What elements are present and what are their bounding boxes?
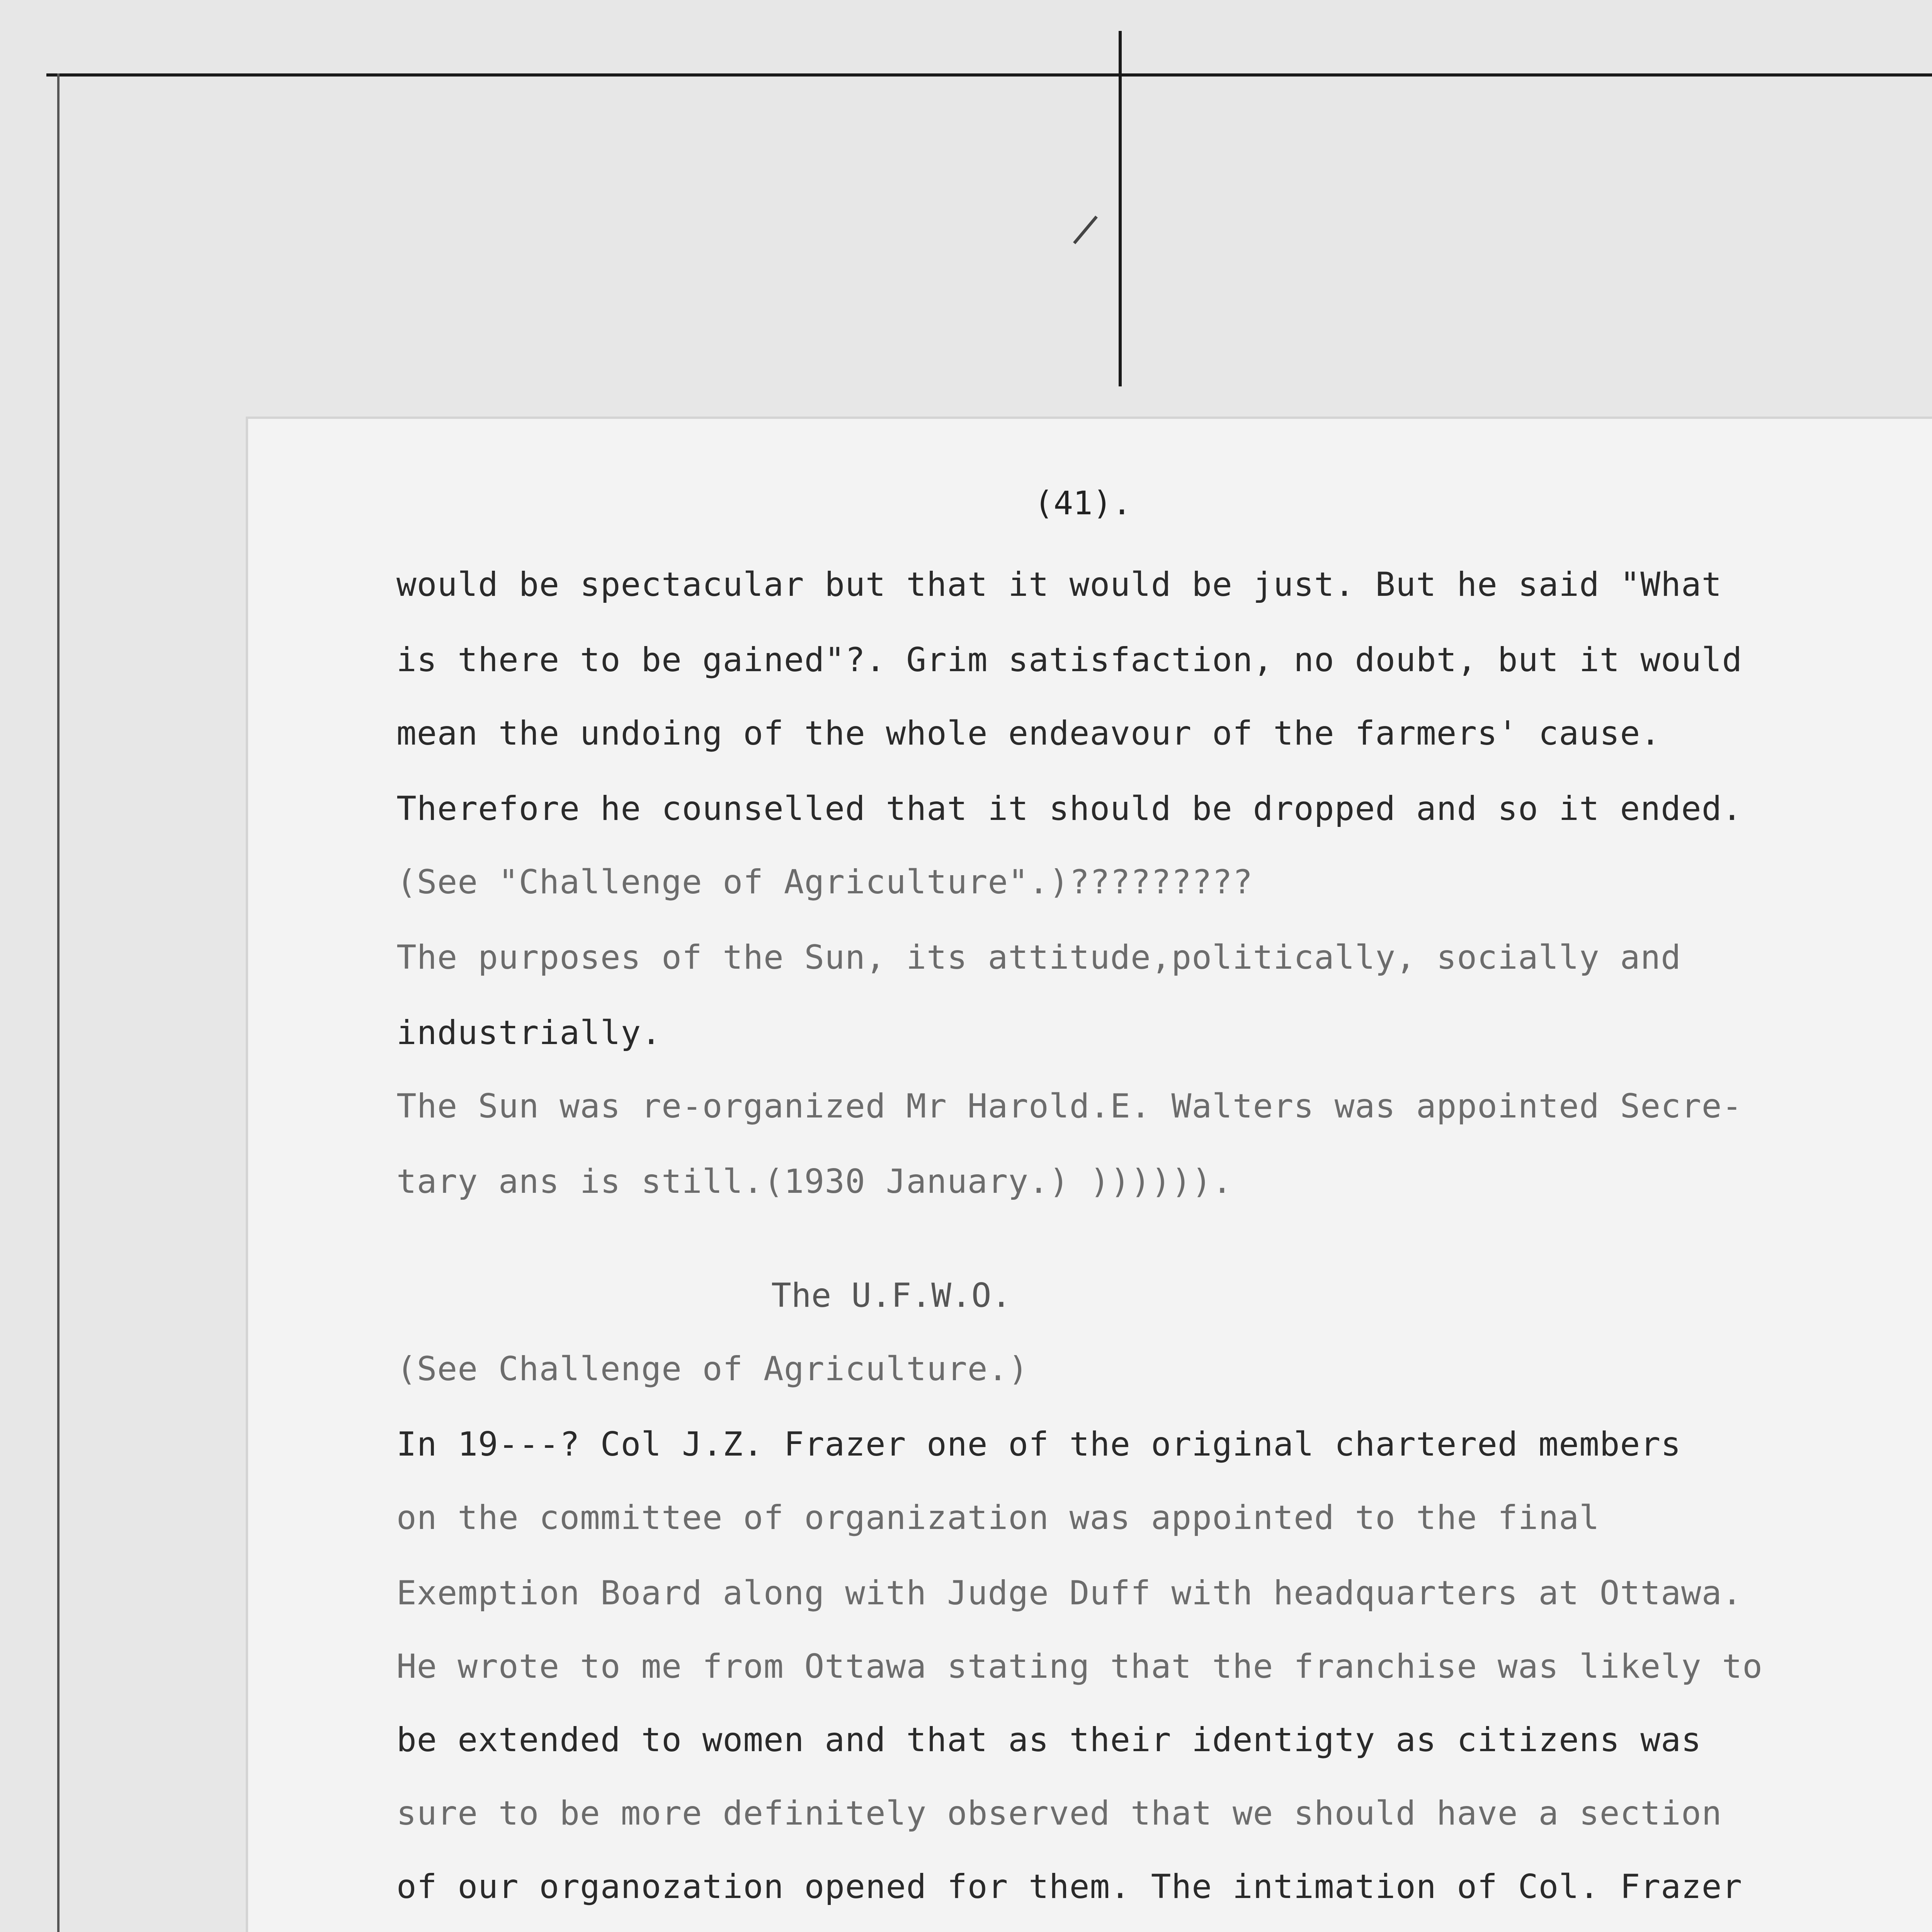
text-line: mean the undoing of the whole endeavour of the farmers' cause. [396,714,1661,753]
text-line: be extended to women and that as their identigty as citizens was [396,1721,1702,1759]
frame-left-line [57,73,60,1932]
text-line: The Sun was re-organized Mr Harold.E. Walters was appointed Secre- [396,1087,1743,1126]
text-line: is there to be gained"?. Grim satisfaction, no doubt, but it would [396,641,1743,679]
text-line: (See "Challenge of Agriculture".)????????? [396,863,1253,901]
text-line: on the committee of organization was appointed to the final [396,1498,1600,1537]
frame-center-divider [1119,31,1122,386]
text-line: tary ans is still.(1930 January.) )))))). [396,1162,1233,1201]
text-line: In 19---? Col J.Z. Frazer one of the original chartered members [396,1425,1681,1464]
typed-sheet [246,417,1932,1932]
text-line: Therefore he counselled that it should be dropped and so it ended. [396,789,1743,828]
text-line: The purposes of the Sun, its attitude,politically, socially and [396,938,1681,977]
text-line: Exemption Board along with Judge Duff with headquarters at Ottawa. [396,1574,1743,1612]
text-line: of our organozation opened for them. The intimation of Col. Frazer [396,1867,1743,1906]
text-line: industrially. [396,1014,662,1052]
pen-mark [1073,216,1098,244]
text-line: would be spectacular but that it would be just. But he said "What [396,565,1722,604]
section-heading: The U.F.W.O. [771,1276,1012,1315]
page-number: (41). [1034,484,1132,522]
text-line: He wrote to me from Ottawa stating that the franchise was likely to [396,1647,1763,1686]
text-line: (See Challenge of Agriculture.) [396,1350,1029,1388]
frame-top-line [46,73,1932,77]
text-line: sure to be more definitely observed that we should have a section [396,1794,1722,1833]
